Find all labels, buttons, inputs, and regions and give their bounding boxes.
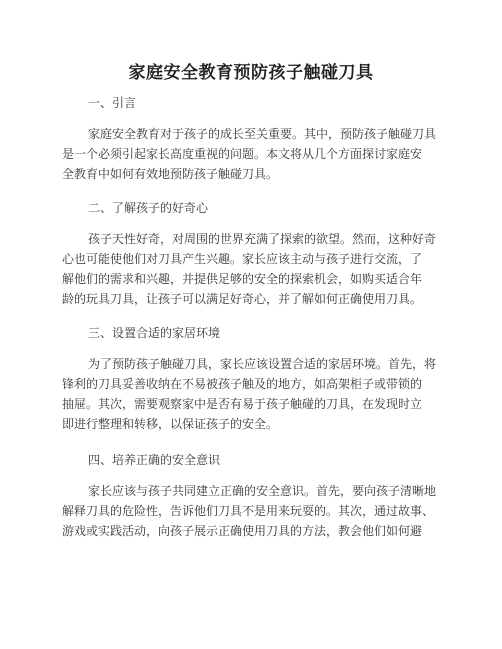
section-heading-curiosity: 二、了解孩子的好奇心 — [88, 201, 209, 215]
section-heading-environment: 三、设置合适的家居环境 — [88, 326, 221, 340]
paragraph-line: 龄的玩具刀具，让孩子可以满足好奇心，并了解如何正确使用刀具。 — [62, 292, 423, 306]
paragraph-line: 全教育中如何有效地预防孩子触碰刀具。 — [62, 167, 279, 181]
section-heading-awareness: 四、培养正确的安全意识 — [88, 453, 221, 467]
paragraph-line: 抽屉。其次，需要观察家中是否有易于孩子触碰的刀具，在发现时立 — [62, 397, 423, 411]
paragraph-line: 为了预防孩子触碰刀具，家长应该设置合适的家居环境。首先，将 — [88, 357, 437, 371]
paragraph-line: 即进行整理和转移，以保证孩子的安全。 — [62, 417, 279, 431]
paragraph-line: 家长应该与孩子共同建立正确的安全意识。首先，要向孩子清晰地 — [88, 484, 437, 498]
section-heading-intro: 一、引言 — [88, 96, 137, 110]
paragraph-line: 解释刀具的危险性，告诉他们刀具不是用来玩耍的。其次，通过故事、 — [62, 504, 435, 518]
paragraph-line: 解他们的需求和兴趣，并提供足够的安全的探索机会，如购买适合年 — [62, 272, 423, 286]
paragraph-line: 孩子天性好奇，对周围的世界充满了探索的欲望。然而，这种好奇 — [88, 232, 437, 246]
paragraph-line: 游戏或实践活动，向孩子展示正确使用刀具的方法，教会他们如何避 — [62, 524, 423, 538]
document-title: 家庭安全教育预防孩子触碰刀具 — [128, 63, 374, 83]
paragraph-line: 是一个必须引起家长高度重视的问题。本文将从几个方面探讨家庭安 — [62, 147, 423, 161]
paragraph-line: 锋利的刀具妥善收纳在不易被孩子触及的地方，如高架柜子或带锁的 — [62, 377, 423, 391]
paragraph-line: 心也可能使他们对刀具产生兴趣。家长应该主动与孩子进行交流，了 — [62, 252, 423, 266]
paragraph-line: 家庭安全教育对于孩子的成长至关重要。其中，预防孩子触碰刀具 — [88, 127, 437, 141]
